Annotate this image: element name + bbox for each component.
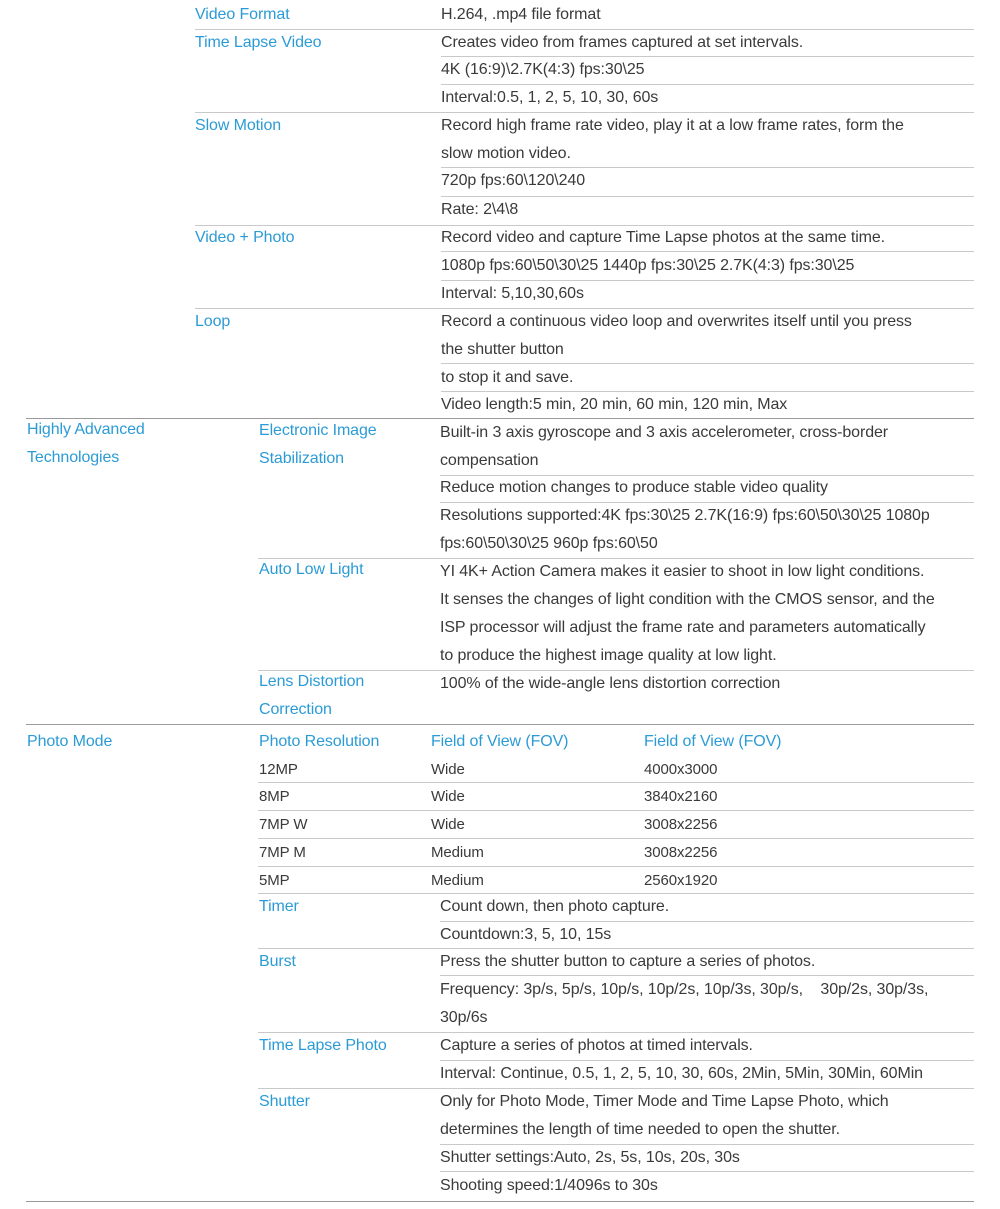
label-video-photo: Video + Photo — [195, 229, 295, 246]
table-cell: 3008x2256 — [644, 816, 718, 833]
spec-line: Record a continuous video loop and overwrites itself until you press — [441, 313, 912, 330]
category-tech-line1: Highly Advanced — [27, 421, 145, 438]
divider — [258, 838, 974, 839]
spec-line: Only for Photo Mode, Timer Mode and Time Lapse Photo, which — [440, 1093, 889, 1110]
label-loop: Loop — [195, 313, 231, 330]
spec-line: fps:60\50\30\25 960p fps:60\50 — [440, 535, 658, 552]
table-cell: 4000x3000 — [644, 761, 718, 778]
spec-line: 720p fps:60\120\240 — [441, 172, 586, 189]
label-eis-line2: Stabilization — [259, 450, 344, 467]
table-cell: Wide — [431, 761, 465, 778]
table-cell: 7MP W — [259, 816, 308, 833]
spec-line: Resolutions supported:4K fps:30\25 2.7K(16:9) fps:60\50\30\25 1080p — [440, 507, 930, 524]
label-slow-motion: Slow Motion — [195, 117, 282, 134]
section-divider — [26, 1201, 974, 1202]
spec-line: Record video and capture Time Lapse photos at the same time. — [441, 229, 886, 246]
spec-line: Record high frame rate video, play it at a low frame rates, form the — [441, 117, 904, 134]
spec-line: Shooting speed:1/4096s to 30s — [440, 1177, 658, 1194]
spec-line: to stop it and save. — [441, 369, 574, 386]
category-tech-line2: Technologies — [27, 449, 120, 466]
label-video-format: Video Format — [195, 6, 290, 23]
spec-line: Frequency: 3p/s, 5p/s, 10p/s, 10p/2s, 10p/3s, 30p/s, 30p/2s, 30p/3s, — [440, 981, 929, 998]
category-photo-mode: Photo Mode — [27, 733, 113, 750]
divider — [258, 810, 974, 811]
table-header-fov: Field of View (FOV) — [431, 733, 569, 750]
spec-line: Rate: 2\4\8 — [441, 201, 519, 218]
spec-line: compensation — [440, 452, 539, 469]
table-cell: 2560x1920 — [644, 872, 718, 889]
spec-line: determines the length of time needed to open the shutter. — [440, 1121, 840, 1138]
spec-line: It senses the changes of light condition with the CMOS sensor, and the — [440, 591, 935, 608]
spec-line: Interval: 5,10,30,60s — [441, 285, 584, 302]
spec-line: Interval: Continue, 0.5, 1, 2, 5, 10, 30, 60s, 2Min, 5Min, 30Min, 60Min — [440, 1065, 923, 1082]
table-cell: 8MP — [259, 788, 290, 805]
table-cell: Wide — [431, 788, 465, 805]
label-shutter: Shutter — [259, 1093, 310, 1110]
divider — [258, 782, 974, 783]
spec-line: Press the shutter button to capture a series of photos. — [440, 953, 816, 970]
spec-line: Built-in 3 axis gyroscope and 3 axis accelerometer, cross-border — [440, 424, 889, 441]
spec-line: Countdown:3, 5, 10, 15s — [440, 926, 612, 943]
spec-line: 4K (16:9)\2.7K(4:3) fps:30\25 — [441, 61, 645, 78]
spec-line: Capture a series of photos at timed intervals. — [440, 1037, 753, 1054]
table-cell: Medium — [431, 872, 484, 889]
spec-line: ISP processor will adjust the frame rate and parameters automatically — [440, 619, 926, 636]
table-cell: 5MP — [259, 872, 290, 889]
label-lens-distortion-line2: Correction — [259, 701, 332, 718]
spec-line: Creates video from frames captured at set intervals. — [441, 34, 804, 51]
label-auto-low-light: Auto Low Light — [259, 561, 364, 578]
spec-line: Video length:5 min, 20 min, 60 min, 120 min, Max — [441, 396, 788, 413]
table-cell: 3840x2160 — [644, 788, 718, 805]
table-cell: 3008x2256 — [644, 844, 718, 861]
spec-line: Count down, then photo capture. — [440, 898, 670, 915]
divider — [441, 196, 974, 197]
label-timer: Timer — [259, 898, 299, 915]
spec-line: slow motion video. — [441, 145, 571, 162]
spec-line: 30p/6s — [440, 1009, 488, 1026]
spec-video-format: H.264, .mp4 file format — [441, 6, 601, 23]
label-time-lapse-photo: Time Lapse Photo — [259, 1037, 387, 1054]
spec-line: 1080p fps:60\50\30\25 1440p fps:30\25 2.7K(4:3) fps:30\25 — [441, 257, 855, 274]
label-burst: Burst — [259, 953, 296, 970]
table-cell: 12MP — [259, 761, 298, 778]
spec-line: Interval:0.5, 1, 2, 5, 10, 30, 60s — [441, 89, 659, 106]
label-lens-distortion-line1: Lens Distortion — [259, 673, 365, 690]
spec-line: Reduce motion changes to produce stable video quality — [440, 479, 828, 496]
table-cell: Medium — [431, 844, 484, 861]
divider — [258, 866, 974, 867]
label-eis-line1: Electronic Image — [259, 422, 377, 439]
spec-line: to produce the highest image quality at low light. — [440, 647, 777, 664]
label-time-lapse-video: Time Lapse Video — [195, 34, 322, 51]
spec-line: Shutter settings:Auto, 2s, 5s, 10s, 20s, 30s — [440, 1149, 740, 1166]
table-header-fov-2: Field of View (FOV) — [644, 733, 782, 750]
section-divider — [26, 724, 974, 725]
table-cell: 7MP M — [259, 844, 306, 861]
spec-line: YI 4K+ Action Camera makes it easier to shoot in low light conditions. — [440, 563, 925, 580]
spec-line: 100% of the wide-angle lens distortion correction — [440, 675, 781, 692]
table-header-resolution: Photo Resolution — [259, 733, 380, 750]
spec-line: the shutter button — [441, 341, 564, 358]
table-cell: Wide — [431, 816, 465, 833]
